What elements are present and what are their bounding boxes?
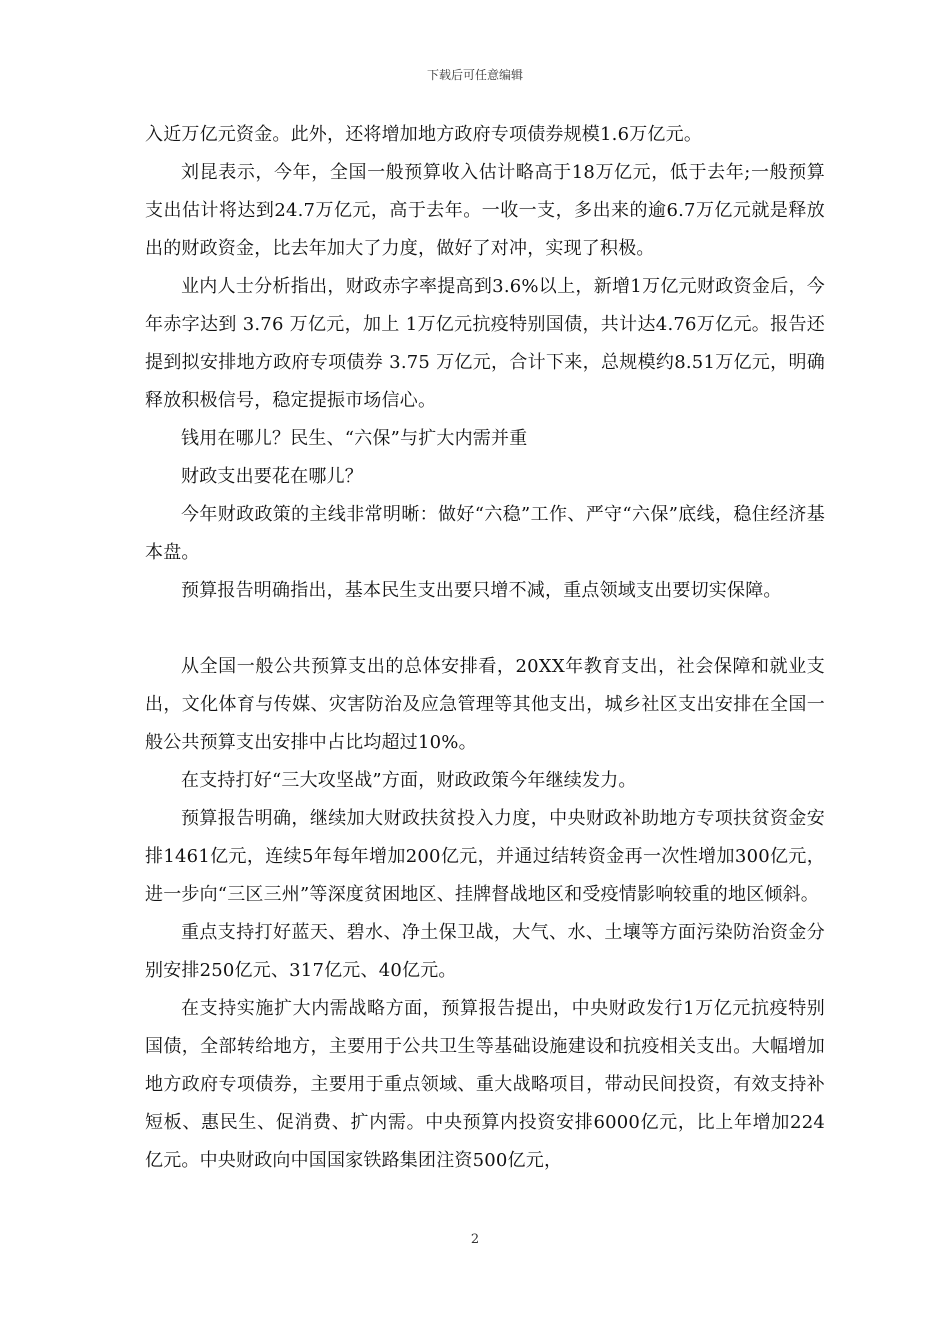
paragraph-gap	[145, 610, 825, 648]
paragraph-deficit-analysis: 业内人士分析指出，财政赤字率提高到3.6%以上，新增1万亿元财政资金后，今年赤字达到 3.76 万亿元，加上 1万亿元抗疫特别国债，共计达4.76万亿元。报告还提到拟安排地方政府专项债券 3.75 万亿元，合计下来，总规模约8.51万亿元，明确释放积极信号，稳定提振市场信心。	[145, 276, 825, 411]
paragraph-policy-mainline: 今年财政政策的主线非常明晰：做好“六稳”工作、严守“六保”底线，稳住经济基本盘。	[145, 504, 825, 563]
paragraph-question: 财政支出要花在哪儿？	[181, 466, 363, 487]
page-number: 2	[470, 1232, 480, 1247]
section-heading-spending: 钱用在哪儿？民生、“六保”与扩大内需并重	[181, 428, 528, 449]
document-body	[145, 116, 825, 1180]
paragraph-liukun-statement: 刘昆表示，今年，全国一般预算收入估计略高于18万亿元，低于去年;一般预算支出估计将达到24.7万亿元，高于去年。一收一支，多出来的逾6.7万亿元就是释放出的财政资金，比去年加大了力度，做好了对冲，实现了积极。	[145, 162, 825, 259]
page-header: 下载后可任意编辑	[426, 68, 523, 82]
paragraph-budget-structure: 从全国一般公共预算支出的总体安排看，20XX年教育支出，社会保障和就业支出，文化体育与传媒、灾害防治及应急管理等其他支出，城乡社区支出安排在全国一般公共预算支出安排中占比均超过10%。	[145, 656, 825, 753]
paragraph-livelihood-spending: 预算报告明确指出，基本民生支出要只增不减，重点领域支出要切实保障。	[181, 580, 782, 601]
paragraph-three-battles: 在支持打好“三大攻坚战”方面，财政政策今年继续发力。	[181, 770, 637, 791]
paragraph-continuation: 入近万亿元资金。此外，还将增加地方政府专项债券规模1.6万亿元。	[145, 124, 703, 145]
paragraph-poverty-funding: 预算报告明确，继续加大财政扶贫投入力度，中央财政补助地方专项扶贫资金安排1461亿元，连续5年每年增加200亿元，并通过结转资金再一次性增加300亿元，进一步向“三区三州”等深度贫困地区、挂牌督战地区和受疫情影响较重的地区倾斜。	[145, 808, 825, 905]
paragraph-domestic-demand: 在支持实施扩大内需战略方面，预算报告提出，中央财政发行1万亿元抗疫特别国债，全部转给地方，主要用于公共卫生等基础设施建设和抗疫相关支出。大幅增加地方政府专项债券，主要用于重点领域、重大战略项目，带动民间投资，有效支持补短板、惠民生、促消费、扩内需。中央预算内投资安排6000亿元，比上年增加224亿元。中央财政向中国国家铁路集团注资500亿元，	[145, 998, 825, 1171]
paragraph-pollution-funding: 重点支持打好蓝天、碧水、净土保卫战，大气、水、土壤等方面污染防治资金分别安排250亿元、317亿元、40亿元。	[145, 922, 825, 981]
